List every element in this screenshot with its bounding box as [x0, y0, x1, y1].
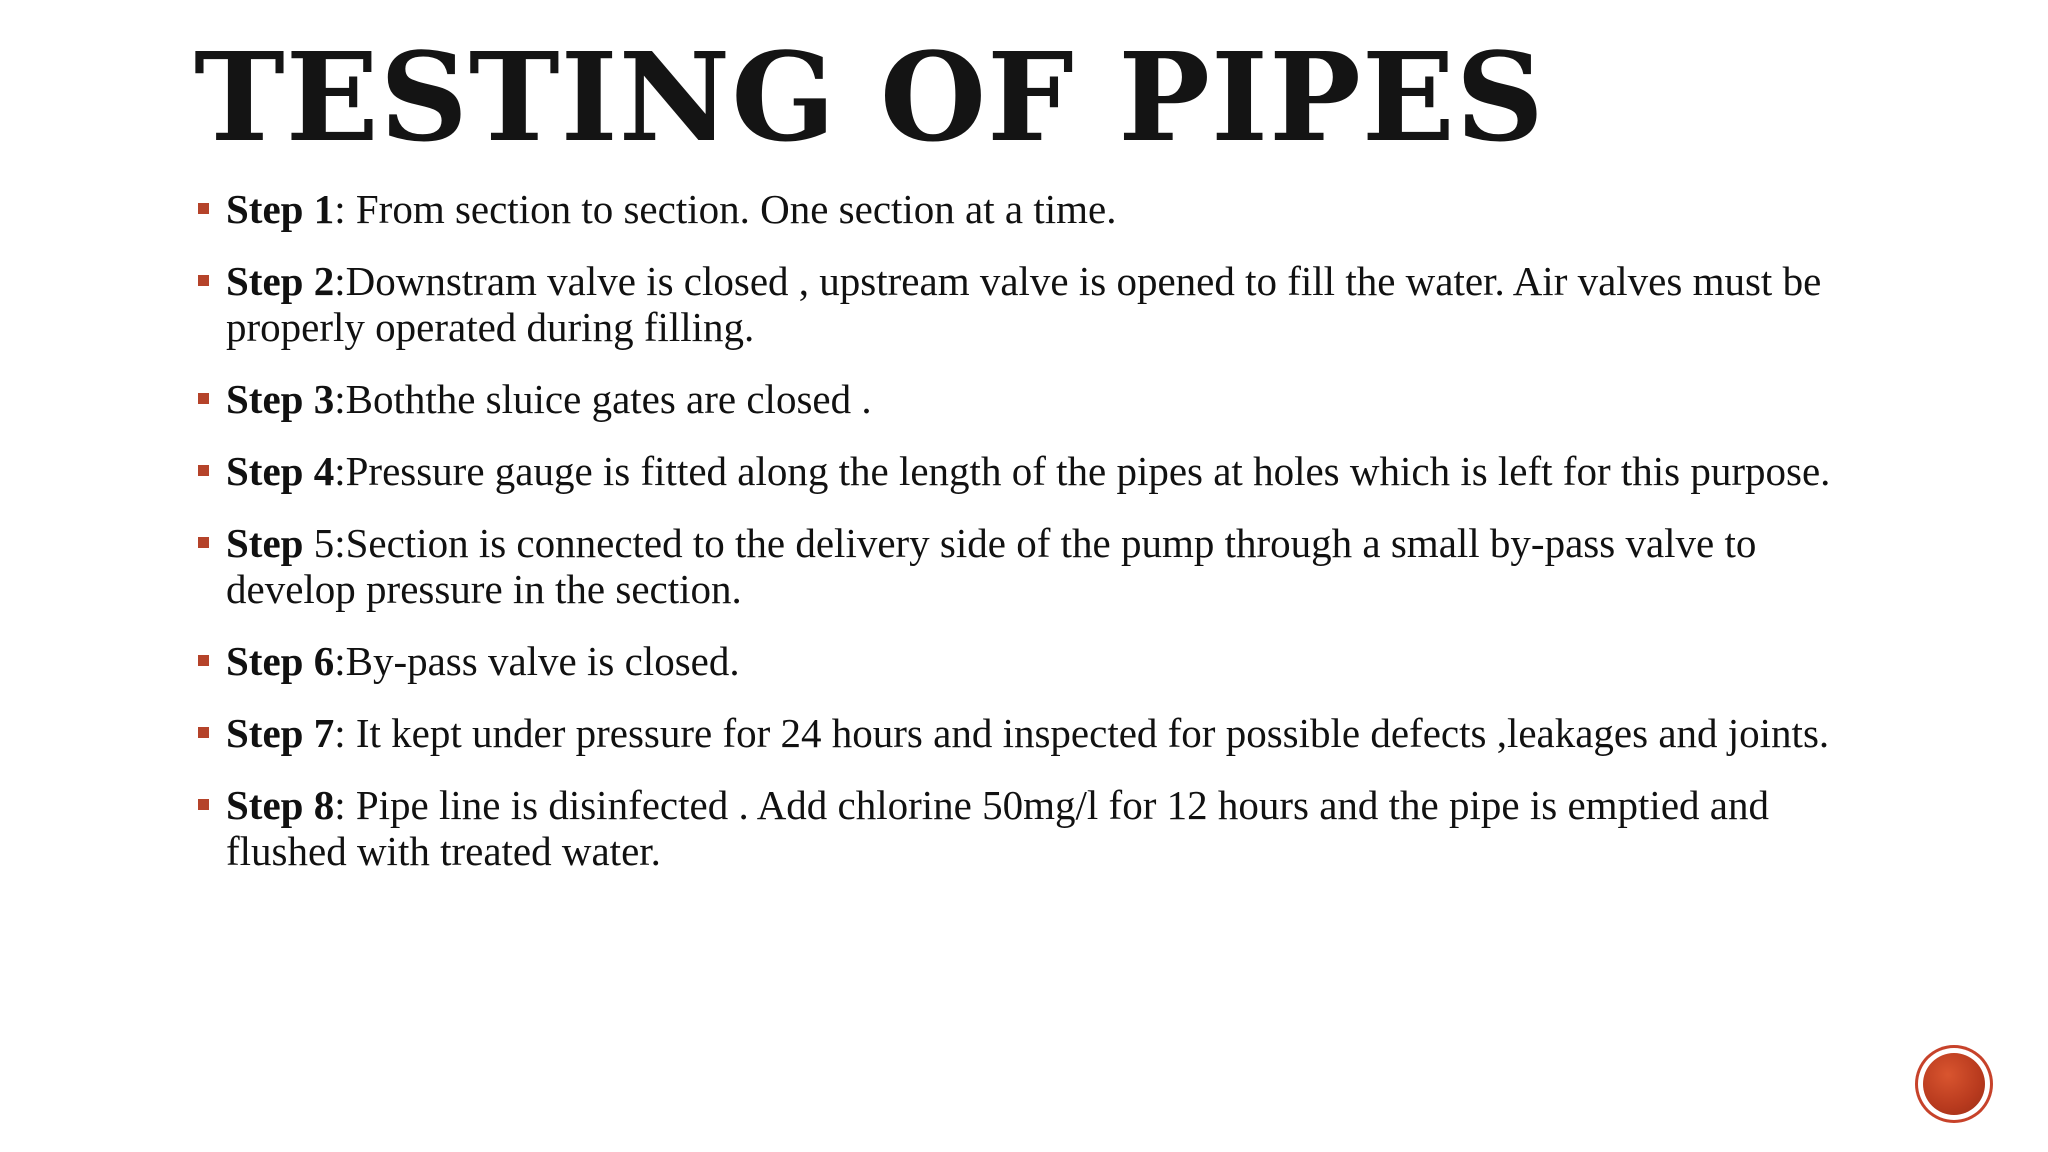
- step-label: Step 4: [226, 448, 335, 494]
- circle-icon: [1923, 1053, 1985, 1115]
- step-label: Step: [226, 520, 304, 566]
- list-item: [198, 638, 1838, 684]
- bullet-icon: [198, 537, 209, 548]
- step-text: : It kept under pressure for 24 hours and inspected for possible defects ,leakages and joints.: [334, 710, 1830, 756]
- list-item: [198, 710, 1838, 756]
- step-label: Step 2: [226, 258, 335, 304]
- bullet-icon: [198, 203, 209, 214]
- list-item: [198, 258, 1838, 350]
- bullet-icon: [198, 275, 209, 286]
- step-text: 5:Section is connected to the delivery side of the pump through a small by-pass valve to develop pressure in the section.: [226, 520, 1757, 612]
- step-label: Step 1: [226, 186, 335, 232]
- step-label: Step 7: [226, 710, 335, 756]
- bullet-icon: [198, 393, 209, 404]
- bullet-icon: [198, 465, 209, 476]
- step-text: :By-pass valve is closed.: [334, 638, 740, 684]
- bullet-icon: [198, 655, 209, 666]
- steps-list: [198, 186, 1838, 900]
- bullet-icon: [198, 727, 209, 738]
- list-item: [198, 186, 1838, 232]
- bullet-icon: [198, 799, 209, 810]
- step-label: Step 8: [226, 782, 335, 828]
- step-text: : From section to section. One section at a time.: [334, 186, 1117, 232]
- slide-title: TESTING OF PIPES: [194, 25, 1545, 169]
- list-item: [198, 782, 1838, 874]
- step-text: :Pressure gauge is fitted along the length of the pipes at holes which is left for this purpose.: [334, 448, 1831, 494]
- step-label: Step 3: [226, 376, 335, 422]
- list-item: [198, 376, 1838, 422]
- list-item: [198, 520, 1838, 612]
- slide-nav-button[interactable]: [1918, 1048, 1990, 1120]
- list-item: [198, 448, 1838, 494]
- step-text: :Boththe sluice gates are closed .: [334, 376, 872, 422]
- step-text: :Downstram valve is closed , upstream valve is opened to fill the water. Air valves must be properly operated during filling.: [226, 258, 1822, 350]
- step-label: Step 6: [226, 638, 335, 684]
- step-text: : Pipe line is disinfected . Add chlorine 50mg/l for 12 hours and the pipe is emptied and flushed with treated water.: [226, 782, 1769, 874]
